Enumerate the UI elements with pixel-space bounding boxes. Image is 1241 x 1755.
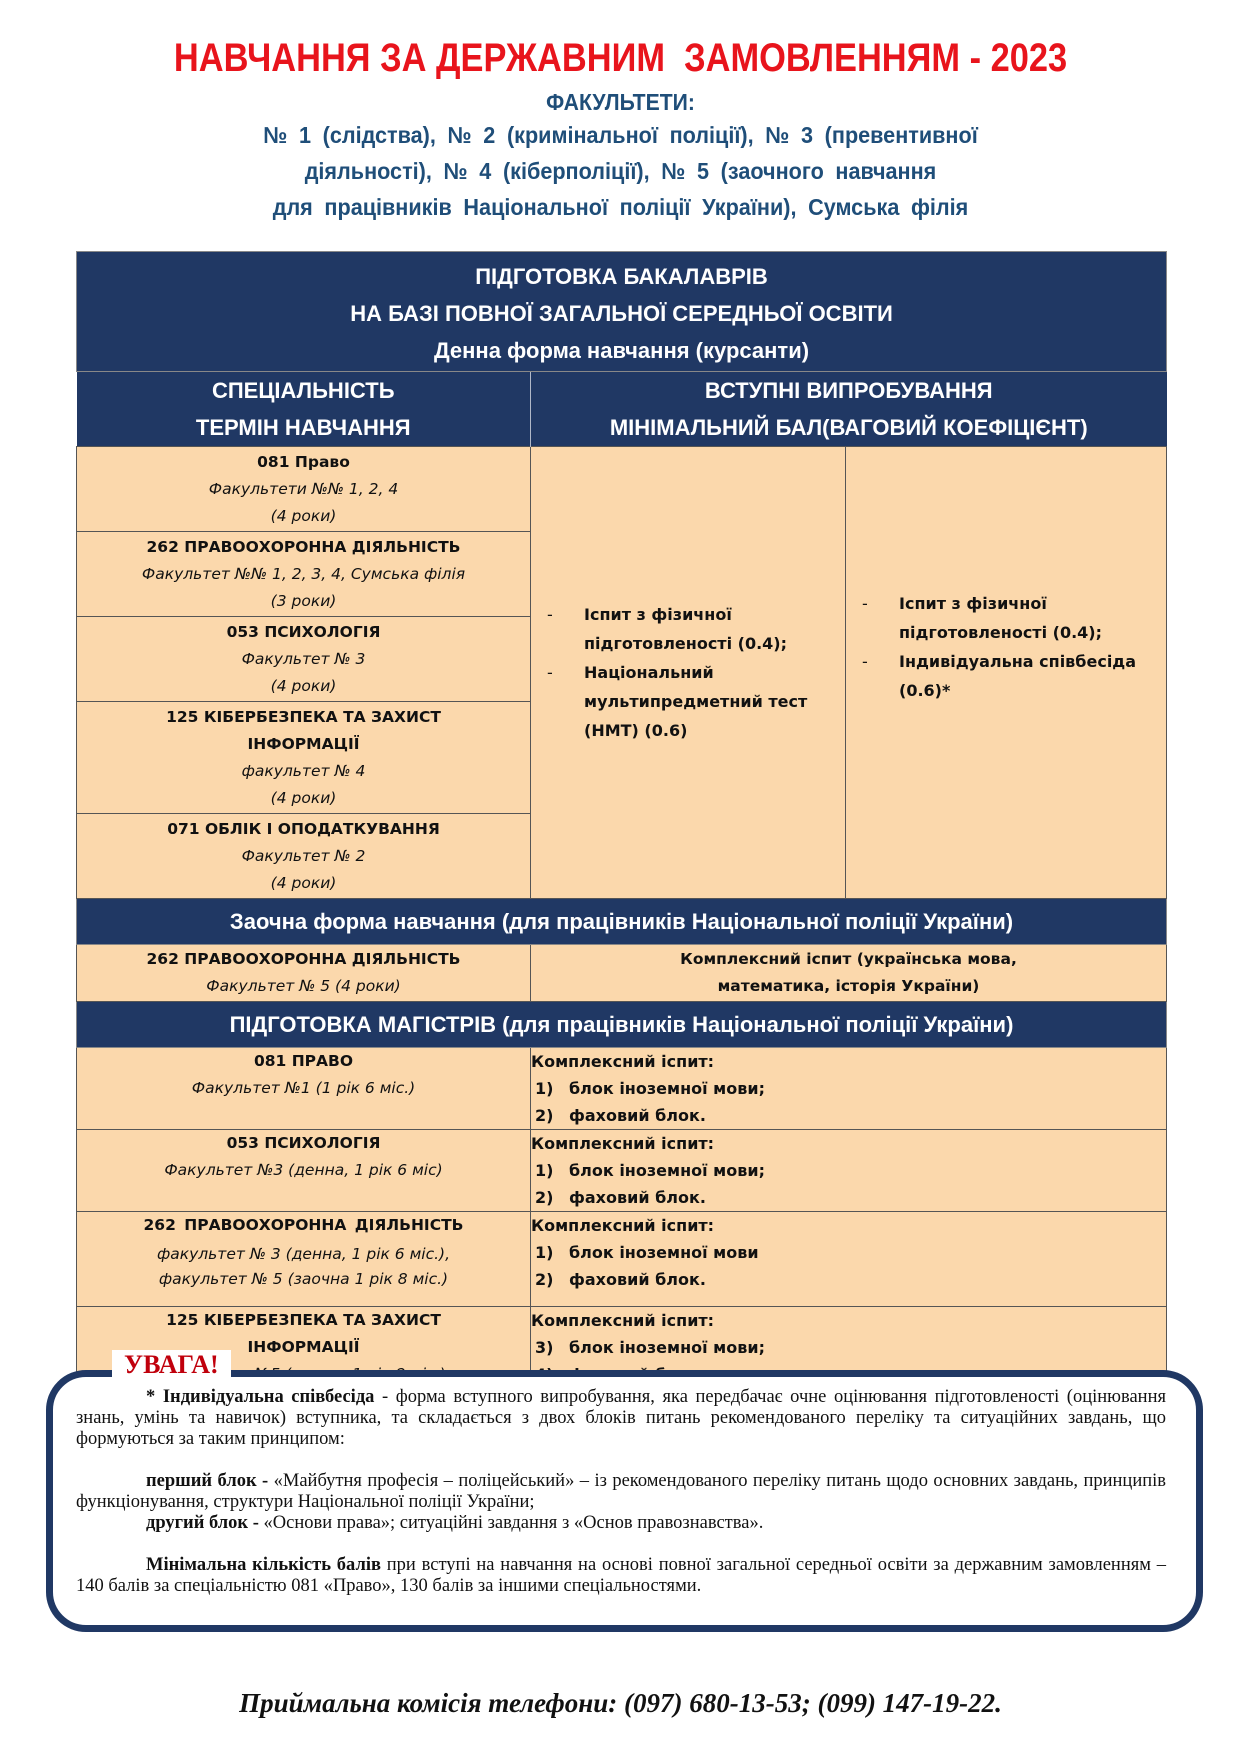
exam-text: Комплексний іспит (українська мова, [680,950,1017,968]
specialty-name: 071 ОБЛІК І ОПОДАТКУВАННЯ [167,820,440,838]
exam-title: Комплексний іспит: [531,1134,715,1153]
masters-row [77,1212,1167,1307]
specialty-item [77,532,530,617]
requirement-item: - Іспит з фізичної підготовленості (0.4); [846,589,1154,647]
exam-text: математика, історія України) [717,977,980,995]
specialty-name: 262 ПРАВООХОРОННА ДІЯЛЬНІСТЬ [146,950,461,968]
requirement-item: - Іспит з фізичної підготовленості (0.4); [531,600,833,658]
masters-specialty-cell [77,1130,531,1212]
exam-title: Комплексний іспит: [531,1311,715,1330]
specialty-item [77,702,530,814]
masters-exam-cell [531,1048,1167,1130]
masters-header-row [77,1002,1167,1048]
bachelor-study-form: Денна форма навчання (курсанти) [433,338,810,363]
column-header-text: ВСТУПНІ ВИПРОБУВАННЯ [704,378,993,403]
exam-item-number: 2) [535,1270,554,1289]
exam-item [531,1184,1166,1211]
correspondence-section-header: Заочна форма навчання (для працівників Національної поліції України) [77,899,1167,945]
specialty-faculty: Факультети №№ 1, 2, 4 [208,480,399,498]
specialty-faculty: Факультет № 2 [241,847,366,865]
masters-row [77,1130,1167,1212]
exam-item [531,1334,1166,1361]
requirements-nmt-cell [531,447,846,899]
exam-item-text: фаховий блок. [569,1106,706,1125]
requirement-item: - Національний мультипредметний тест (НМТ) (0.6) [531,658,833,745]
column-header-text: СПЕЦІАЛЬНІСТЬ [211,378,395,403]
second-block-term: другий блок - [146,1513,259,1533]
specialty-duration: (4 роки) [270,677,337,695]
masters-specialty-cell [77,1048,531,1130]
exam-item-number: 1) [535,1161,554,1180]
faculties-line: № 1 (слідства), № 2 (кримінальної поліції), № 3 (превентивної [263,122,978,148]
exam-item [531,1157,1166,1184]
first-block [76,1471,1166,1513]
minimum-score [76,1555,1166,1597]
specialty-column-header [77,372,531,447]
specialties-cell [77,447,531,899]
specialty-faculty: Факультет №1 (1 рік 6 міс.) [191,1079,416,1097]
specialty-name: 262 ПРАВООХОРОННА ДІЯЛЬНІСТЬ [143,1216,464,1234]
specialty-name: 053 ПСИХОЛОГІЯ [226,1134,381,1152]
specialty-item [77,447,530,532]
exam-item [531,1239,1166,1266]
specialty-faculty: Факультет № 5 (4 роки) [206,977,401,995]
masters-specialty-cell [77,1212,531,1307]
exam-item-number: 1) [535,1079,554,1098]
masters-exam-cell [531,1212,1167,1307]
requirements-interview-cell [846,447,1167,899]
bachelor-subtitle: НА БАЗІ ПОВНОЇ ЗАГАЛЬНОЇ СЕРЕДНЬОЇ ОСВІТИ [350,301,893,326]
first-block-term: перший блок - [146,1471,269,1491]
correspondence-row [77,945,1167,1002]
exam-item-text: фаховий блок. [569,1188,706,1207]
exam-item [531,1102,1166,1129]
specialty-name: 262 ПРАВООХОРОННА ДІЯЛЬНІСТЬ [146,538,461,556]
correspondence-header-row [77,899,1167,945]
bachelor-body-row [77,447,1167,899]
notice-label: УВАГА! [112,1350,231,1380]
specialty-name: ІНФОРМАЦІЇ [247,735,360,753]
exam-title: Комплексний іспит: [531,1216,715,1235]
specialty-name: 081 Право [257,453,350,471]
bachelor-title: ПІДГОТОВКА БАКАЛАВРІВ [475,264,768,289]
masters-section-header: ПІДГОТОВКА МАГІСТРІВ (для працівників Національної поліції України) [77,1002,1167,1048]
specialty-name: 125 КІБЕРБЕЗПЕКА ТА ЗАХИСТ [166,1311,441,1329]
second-block [76,1513,1166,1534]
exam-item-number: 2) [535,1106,554,1125]
specialty-item [77,617,530,702]
specialty-duration: (4 роки) [270,507,337,525]
interview-description: - форма вступного випробування, яка передбачає очне оцінювання підготовленості (оцінювання знань, умінь та навичок) вступника, та складається з двох блоків питань рекомендованого переліку та ситуаційних завдань, що формуються за таким принципом: [76,1387,1166,1449]
interview-definition [76,1387,1166,1450]
faculties-line: для працівників Національної поліції України), Сумська філія [272,194,969,220]
specialty-name: ІНФОРМАЦІЇ [247,1338,360,1356]
exam-item-text: блок іноземної мови; [569,1161,765,1180]
specialty-duration: (4 роки) [270,789,337,807]
interview-term: * Індивідуальна співбесіда [146,1387,375,1407]
minimum-score-term: Мінімальна кількість балів [146,1555,381,1575]
specialty-faculty: Факультет № 3 [241,650,366,668]
column-header-text: ТЕРМІН НАВЧАННЯ [195,415,411,440]
masters-exam-cell [531,1130,1167,1212]
specialty-name: 053 ПСИХОЛОГІЯ [226,623,381,641]
exam-item-number: 3) [535,1338,554,1357]
correspondence-exam-cell [531,945,1167,1002]
exam-item [531,1266,1166,1293]
exam-item-text: блок іноземної мови [569,1243,759,1262]
specialty-name: 081 ПРАВО [253,1052,354,1070]
correspondence-specialty-cell [77,945,531,1002]
page-title: НАВЧАННЯ ЗА ДЕРЖАВНИМ ЗАМОВЛЕННЯМ - 2023 [173,36,1068,80]
specialty-faculty: факультет № 3 (денна, 1 рік 6 міс.), [156,1245,451,1263]
specialty-faculty: Факультет №3 (денна, 1 рік 6 міс) [164,1161,443,1179]
admission-table [76,251,1167,1393]
exam-item [531,1075,1166,1102]
minimum-score-description: при вступі на навчання на основі повної загальної середньої освіти за державним замовленням – 140 балів за спеціальністю 081 «Право», 130 балів за іншими спеціальностями. [76,1555,1166,1596]
column-header-row [77,372,1167,447]
specialty-duration: (3 роки) [270,592,337,610]
specialty-faculty: Факультет №№ 1, 2, 3, 4, Сумська філія [141,565,466,583]
exam-item-number: 2) [535,1188,554,1207]
specialty-faculty: факультет № 5 (заочна 1 рік 8 міс.) [158,1270,449,1288]
specialty-item [77,814,530,898]
specialty-faculty: факультет № 4 [241,762,366,780]
bachelor-section-header [77,252,1167,372]
masters-row [77,1048,1167,1130]
column-header-text: МІНІМАЛЬНИЙ БАЛ(ВАГОВИЙ КОЕФІЦІЄНТ) [609,415,1088,440]
exam-title: Комплексний іспит: [531,1052,715,1071]
exams-column-header [531,372,1167,447]
exam-item-text: блок іноземної мови; [569,1338,765,1357]
exam-item-number: 1) [535,1243,554,1262]
first-block-description: «Майбутня професія – поліцейський» – із рекомендованого переліку питань щодо основних завдань, принципів функціонування, структури Національної поліції України; [76,1471,1166,1512]
exam-item-text: фаховий блок. [569,1270,706,1289]
faculties-line: діяльності), № 4 (кіберполіції), № 5 (заочного навчання [304,158,937,184]
admissions-phones: Приймальна комісія телефони: (097) 680-13-53; (099) 147-19-22. [239,1688,1002,1718]
bachelor-header-row [77,252,1167,372]
specialty-name: 125 КІБЕРБЕЗПЕКА ТА ЗАХИСТ [166,708,441,726]
exam-item-text: блок іноземної мови; [569,1079,765,1098]
requirement-item: - Індивідуальна співбесіда (0.6)* [846,647,1154,705]
specialty-duration: (4 роки) [270,874,337,892]
second-block-description: «Основи права»; ситуаційні завдання з «Основ правознавства». [258,1513,764,1533]
notice-text [76,1387,1166,1597]
faculties-label: ФАКУЛЬТЕТИ: [546,89,695,115]
